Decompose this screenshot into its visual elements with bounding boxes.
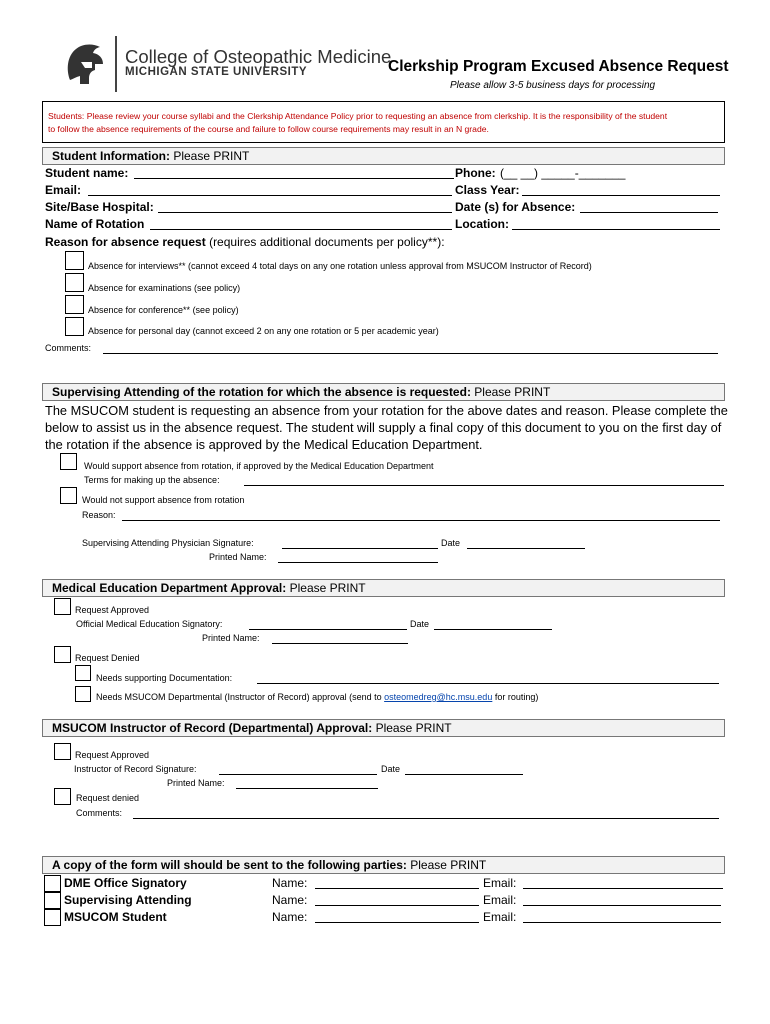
med-ed-approved-checkbox[interactable]	[54, 598, 71, 615]
examinations-checkbox[interactable]	[65, 273, 84, 292]
attending-copy-label: Supervising Attending	[64, 893, 192, 907]
class-year-field[interactable]	[522, 195, 720, 196]
attending-copy-email-field[interactable]	[523, 905, 721, 906]
policy-notice-box	[42, 101, 725, 143]
dme-name-field[interactable]	[315, 888, 479, 889]
class-year-label: Class Year:	[455, 183, 520, 197]
interviews-checkbox[interactable]	[65, 251, 84, 270]
attending-printed-name-label: Printed Name:	[209, 552, 267, 562]
attending-paragraph-line-2: below to assist us in the absence request. The student will supply a final copy of this document to you on the first day of	[45, 420, 722, 435]
dme-name-label: Name:	[272, 876, 308, 890]
attending-copy-checkbox[interactable]	[44, 892, 61, 909]
examinations-option-label: Absence for examinations (see policy)	[88, 283, 241, 293]
student-copy-label: MSUCOM Student	[64, 910, 167, 924]
absence-dates-field[interactable]	[580, 212, 718, 213]
phone-field[interactable]: (__ __) _____-_______	[500, 166, 626, 180]
not-support-reason-label: Reason:	[82, 510, 116, 520]
logo-divider	[115, 36, 117, 92]
needs-ior-approval-checkbox[interactable]	[75, 686, 91, 702]
attending-copy-name-field[interactable]	[315, 905, 479, 906]
email-field[interactable]	[88, 195, 452, 196]
ior-comments-field[interactable]	[133, 818, 719, 819]
site-label: Site/Base Hospital:	[45, 200, 154, 214]
attending-copy-name-label: Name:	[272, 893, 308, 907]
ior-printed-name-field[interactable]	[236, 788, 378, 789]
student-info-header: Student Information: Please PRINT	[42, 147, 725, 165]
attending-date-label: Date	[441, 538, 461, 548]
dme-signatory-label: DME Office Signatory	[64, 876, 187, 890]
med-ed-header: Medical Education Department Approval: Please PRINT	[42, 579, 725, 597]
makeup-terms-label: Terms for making up the absence:	[84, 475, 220, 485]
conference-checkbox[interactable]	[65, 295, 84, 314]
student-copy-name-label: Name:	[272, 910, 308, 924]
not-support-reason-field[interactable]	[122, 520, 720, 521]
ior-denied-label: Request denied	[76, 793, 140, 803]
attending-date-field[interactable]	[467, 548, 585, 549]
attending-signature-label: Supervising Attending Physician Signature:	[82, 538, 254, 548]
ior-date-label: Date	[381, 764, 401, 774]
location-field[interactable]	[512, 229, 720, 230]
notice-line-1: Students: Please review your course syllabi and the Clerkship Attendance Policy prior to requesting an absence from clerkship. It is the responsibility of the student	[48, 111, 668, 121]
spartan-helmet-logo	[62, 40, 106, 86]
needs-docs-checkbox[interactable]	[75, 665, 91, 681]
ior-signature-field[interactable]	[219, 774, 377, 775]
university-name: MICHIGAN STATE UNIVERSITY	[125, 66, 308, 78]
student-name-field[interactable]	[134, 178, 454, 179]
med-ed-printed-name-label: Printed Name:	[202, 633, 260, 643]
ior-date-field[interactable]	[405, 774, 523, 775]
med-ed-denied-label: Request Denied	[75, 653, 140, 663]
support-absence-label: Would support absence from rotation, if approved by the Medical Education Department	[84, 461, 434, 471]
form-title: Clerkship Program Excused Absence Request	[388, 58, 729, 75]
student-comments-field[interactable]	[103, 353, 718, 354]
dme-email-label: Email:	[483, 876, 517, 890]
med-ed-approved-label: Request Approved	[75, 605, 150, 615]
attending-paragraph-line-3: the rotation if the absence is approved by the Medical Education Department.	[45, 437, 483, 452]
med-ed-denied-checkbox[interactable]	[54, 646, 71, 663]
needs-docs-field[interactable]	[257, 683, 719, 684]
dme-email-field[interactable]	[523, 888, 723, 889]
reason-label: Reason for absence request (requires additional documents per policy**):	[45, 235, 445, 249]
med-ed-printed-name-field[interactable]	[272, 643, 408, 644]
ior-approved-checkbox[interactable]	[54, 743, 71, 760]
med-ed-date-field[interactable]	[434, 629, 552, 630]
not-support-absence-label: Would not support absence from rotation	[82, 495, 245, 505]
notice-line-2: to follow the absence requirements of the course and failure to follow course requirements may result in an N grade.	[48, 124, 489, 134]
student-name-label: Student name:	[45, 166, 129, 180]
ior-comments-label: Comments:	[76, 808, 123, 818]
makeup-terms-field[interactable]	[244, 485, 724, 486]
attending-header: Supervising Attending of the rotation for which the absence is requested: Please PRINT	[42, 383, 725, 401]
site-field[interactable]	[158, 212, 452, 213]
personal-day-option-label: Absence for personal day (cannot exceed 2 on any one rotation or 5 per academic year)	[88, 326, 439, 336]
med-ed-signatory-label: Official Medical Education Signatory:	[76, 619, 223, 629]
med-ed-signatory-field[interactable]	[249, 629, 407, 630]
form-subtitle: Please allow 3-5 business days for processing	[450, 80, 656, 91]
distribution-header: A copy of the form will should be sent to the following parties: Please PRINT	[42, 856, 725, 874]
student-copy-name-field[interactable]	[315, 922, 479, 923]
ior-signature-label: Instructor of Record Signature:	[74, 764, 197, 774]
ior-header: MSUCOM Instructor of Record (Departmental) Approval: Please PRINT	[42, 719, 725, 737]
not-support-absence-checkbox[interactable]	[60, 487, 77, 504]
rotation-field[interactable]	[150, 229, 452, 230]
attending-printed-name-field[interactable]	[278, 562, 438, 563]
student-copy-checkbox[interactable]	[44, 909, 61, 926]
location-label: Location:	[455, 217, 509, 231]
support-absence-checkbox[interactable]	[60, 453, 77, 470]
attending-signature-field[interactable]	[282, 548, 438, 549]
ior-printed-name-label: Printed Name:	[167, 778, 225, 788]
needs-ior-approval-label: Needs MSUCOM Departmental (Instructor of Record) approval (send to osteomedreg@hc.msu.edu for routing)	[96, 692, 539, 702]
med-ed-date-label: Date	[410, 619, 430, 629]
absence-dates-label: Date (s) for Absence:	[455, 200, 576, 214]
routing-email-link[interactable]: osteomedreg@hc.msu.edu	[384, 692, 493, 702]
college-name: College of Osteopathic Medicine	[125, 46, 392, 67]
needs-docs-label: Needs supporting Documentation:	[96, 673, 233, 683]
attending-copy-email-label: Email:	[483, 893, 517, 907]
ior-approved-label: Request Approved	[75, 750, 150, 760]
student-comments-label: Comments:	[45, 343, 92, 353]
student-copy-email-label: Email:	[483, 910, 517, 924]
rotation-label: Name of Rotation	[45, 217, 145, 231]
dme-signatory-checkbox[interactable]	[44, 875, 61, 892]
personal-day-checkbox[interactable]	[65, 317, 84, 336]
student-copy-email-field[interactable]	[523, 922, 721, 923]
conference-option-label: Absence for conference** (see policy)	[88, 305, 239, 315]
ior-denied-checkbox[interactable]	[54, 788, 71, 805]
attending-paragraph-line-1: The MSUCOM student is requesting an absence from your rotation for the above dates and reason. Please complete the	[45, 403, 728, 418]
phone-label: Phone:	[455, 166, 496, 180]
interviews-option-label: Absence for interviews** (cannot exceed 4 total days on any one rotation unless approval from MSUCOM Instructor of Record)	[88, 261, 592, 271]
email-label: Email:	[45, 183, 82, 197]
